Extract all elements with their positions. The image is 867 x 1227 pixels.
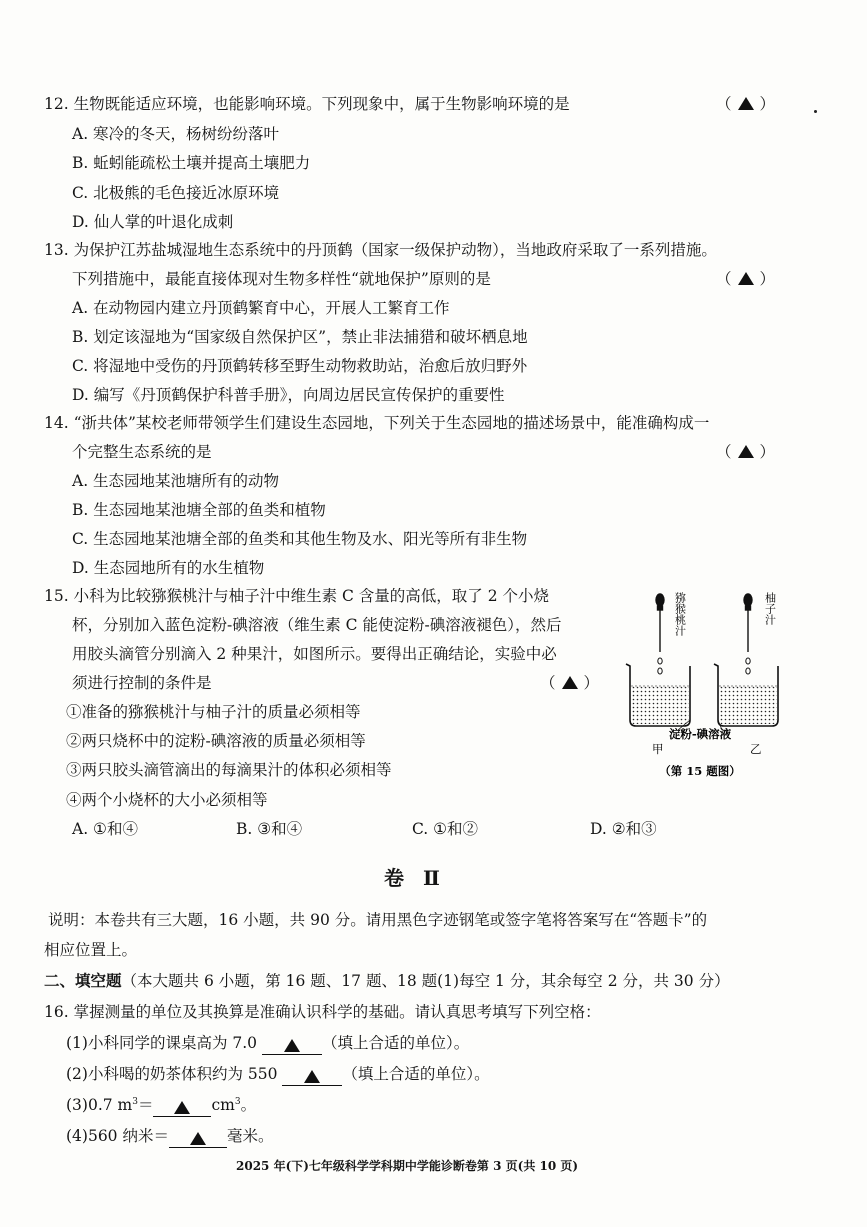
q12-option-b: B. 蚯蚓能疏松土壤并提高土壤肥力 xyxy=(72,154,311,172)
q12-option-d: D. 仙人掌的叶退化成刺 xyxy=(72,213,234,231)
q15-condition-4: ④两个小烧杯的大小必须相等 xyxy=(66,791,268,809)
q13-stem-line1: 13. 为保护江苏盐城湿地生态系统中的丹顶鹤（国家一级保护动物），当地政府采取了一系列措施。 xyxy=(44,241,717,259)
answer-triangle-icon xyxy=(562,676,578,689)
answer-triangle-icon xyxy=(304,1070,320,1083)
q13-option-d: D. 编写《丹顶鹤保护科普手册》，向周边居民宣传保护的重要性 xyxy=(72,386,505,404)
q16-blank-1[interactable] xyxy=(262,1036,322,1055)
label-kiwi-juice: 猕猴桃汁 xyxy=(673,592,687,636)
q15-condition-3: ③两只胶头滴管滴出的每滴果汁的体积必须相等 xyxy=(66,761,392,779)
q14-answer-bracket[interactable]: （ ） xyxy=(716,443,776,461)
q13-option-c: C. 将湿地中受伤的丹顶鹤转移至野生动物救助站，治愈后放归野外 xyxy=(72,357,528,375)
q15-figure xyxy=(620,590,780,790)
label-pomelo-juice: 柚子汁 xyxy=(763,592,777,625)
figure-caption: （第 15 题图） xyxy=(659,764,741,778)
q16-blank-3[interactable] xyxy=(153,1098,211,1117)
section-note-line1: 说明：本卷共有三大题，16 小题，共 90 分。请用黑色字迹钢笔或签字笔将答案写在“答题卡”的 xyxy=(48,911,708,929)
q12-answer-bracket[interactable]: （ ） xyxy=(716,95,776,113)
part-title: 二、填空题 xyxy=(44,971,122,990)
answer-triangle-icon xyxy=(738,445,754,458)
answer-triangle-icon xyxy=(738,272,754,285)
q13-option-a: A. 在动物园内建立丹顶鹤繁育中心，开展人工繁育工作 xyxy=(72,299,450,317)
q13-option-b: B. 划定该湿地为“国家级自然保护区”，禁止非法捕猎和破坏栖息地 xyxy=(72,328,528,346)
label-solution: 淀粉-碘溶液 xyxy=(668,727,732,741)
q15-option-a: A. ①和④ xyxy=(72,820,138,838)
section-note-line2: 相应位置上。 xyxy=(44,941,138,959)
q15-condition-1: ①准备的猕猴桃汁与柚子汁的质量必须相等 xyxy=(66,703,361,721)
answer-triangle-icon xyxy=(174,1101,190,1114)
q15-condition-2: ②两只烧杯中的淀粉-碘溶液的质量必须相等 xyxy=(66,732,366,750)
q15-stem-line4: 须进行控制的条件是 xyxy=(72,674,212,692)
q14-option-c: C. 生态园地某池塘全部的鱼类和其他生物及水、阳光等所有非生物 xyxy=(72,530,528,548)
section-title: 卷 Ⅱ xyxy=(384,866,446,890)
drops xyxy=(658,658,750,674)
part-desc: （本大题共 6 小题，第 16 题、17 题、18 题(1)每空 1 分，其余每空 2 分，共 30 分） xyxy=(121,972,730,990)
q13-stem-line2: 下列措施中，最能直接体现对生物多样性“就地保护”原则的是 xyxy=(72,270,491,288)
q14-option-b: B. 生态园地某池塘全部的鱼类和植物 xyxy=(72,501,326,519)
q16-sub3: (3)0.7 $m^3= cm^3$。 xyxy=(66,1095,256,1117)
q14-stem-line2: 个完整生态系统的是 xyxy=(72,443,212,461)
q13-answer-bracket[interactable]: （ ） xyxy=(716,270,776,288)
q14-stem-line1: 14. “浙共体”某校老师带领学生们建设生态园地，下列关于生态园地的描述场景中，能准确构成一 xyxy=(44,414,710,432)
q12-option-c: C. 北极熊的毛色接近冰原环境 xyxy=(72,184,280,202)
q16-sub4: (4)560 纳米＝ 毫米。 xyxy=(66,1126,273,1148)
q12-option-a: A. 寒冷的冬天，杨树纷纷落叶 xyxy=(72,125,280,143)
part-heading xyxy=(44,971,730,991)
label-yi: 乙 xyxy=(750,742,762,756)
answer-triangle-icon xyxy=(284,1039,300,1052)
scan-dot xyxy=(814,110,817,113)
q15-option-d: D. ②和③ xyxy=(590,820,657,838)
q15-stem-line2: 杯，分别加入蓝色淀粉-碘溶液（维生素 C 能使淀粉-碘溶液褪色），然后 xyxy=(72,616,562,634)
q12-stem: 12. 生物既能适应环境，也能影响环境。下列现象中，属于生物影响环境的是 xyxy=(44,95,570,113)
q16-sub2: (2)小科喝的奶茶体积约为 550 （填上合适的单位）。 xyxy=(66,1064,490,1086)
q15-option-b: B. ③和④ xyxy=(236,820,303,838)
answer-triangle-icon xyxy=(190,1132,206,1145)
q14-option-d: D. 生态园地所有的水生植物 xyxy=(72,559,265,577)
q16-blank-4[interactable] xyxy=(169,1129,227,1148)
answer-triangle-icon xyxy=(738,97,754,110)
label-jia: 甲 xyxy=(652,742,664,756)
q15-stem-line3: 用胶头滴管分别滴入 2 种果汁，如图所示。要得出正确结论，实验中必 xyxy=(72,645,557,663)
dropper-left-icon xyxy=(656,594,664,652)
dropper-right-icon xyxy=(744,594,752,652)
q15-answer-bracket[interactable]: （ ） xyxy=(540,674,600,692)
q15-stem-line1: 15. 小科为比较猕猴桃汁与柚子汁中维生素 C 含量的高低，取了 2 个小烧 xyxy=(44,587,550,605)
q16-blank-2[interactable] xyxy=(282,1067,342,1086)
q16-stem: 16. 掌握测量的单位及其换算是准确认识科学的基础。请认真思考填写下列空格： xyxy=(44,1003,601,1021)
q15-option-c: C. ①和② xyxy=(412,820,479,838)
page-footer: 2025 年(下)七年级科学学科期中学能诊断卷第 3 页(共 10 页) xyxy=(236,1159,579,1173)
q14-option-a: A. 生态园地某池塘所有的动物 xyxy=(72,472,280,490)
q16-sub1: (1)小科同学的课桌高为 7.0 （填上合适的单位）。 xyxy=(66,1033,469,1055)
